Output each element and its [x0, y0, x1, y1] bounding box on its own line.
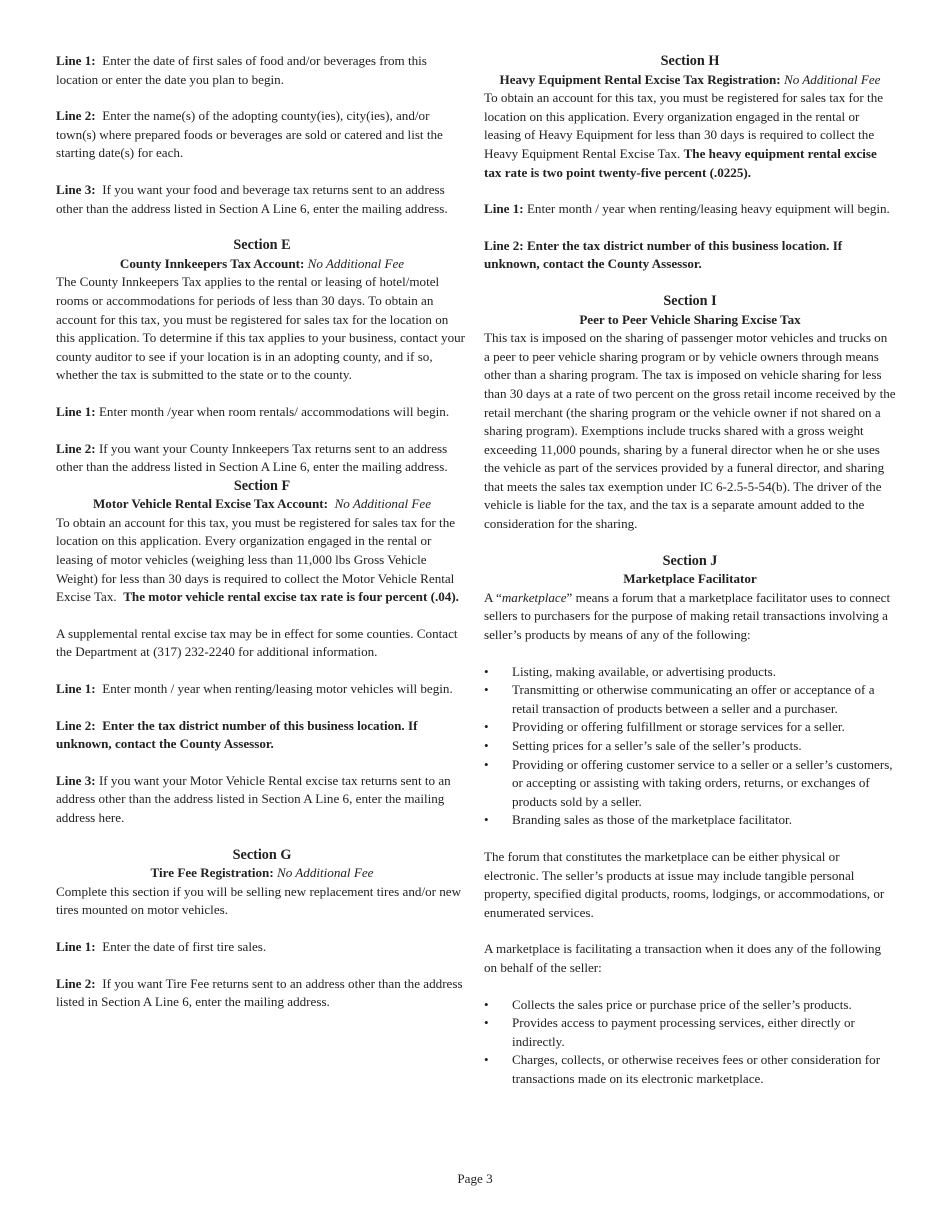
section-f-line-1: Line 1: Enter month / year when renting/leasing motor vehicles will begin. — [56, 681, 453, 697]
list-item: • Collects the sales price or purchase price of the seller’s products. — [484, 996, 896, 1015]
section-g-body: Complete this section if you will be selling new replacement tires and/or new tires mounted on motor vehicles. — [56, 883, 462, 918]
section-i-body: This tax is imposed on the sharing of passenger motor vehicles and trucks on a peer to peer vehicle sharing program or by vehicle owners through means other than a sharing program. The tax is imposed on vehicle sharing for less than 30 days at a rate of two percent on the gross retail income received by the retail merchant (the sharing program or the vehicle owner if not shared on a sharing program). Exemptions include trucks shared with a gross weight exceeding 11,000 pounds, sharing by a funeral director when he or she uses the vehicle as part of the services provided by a funeral director, and sharing that meets the sales tax exemption under IC 6-2.5-5-54(b). The driver of the vehicle is liable for the tax, and the tax is a separate amount added to the consideration for the sharing. — [484, 330, 896, 532]
section-j-intro: A “marketplace” means a forum that a marketplace facilitator uses to connect sellers to purchasers for the purpose of making retail transactions involving a seller’s products by means of any of the following: — [484, 589, 891, 643]
list-item: • Branding sales as those of the marketplace facilitator. — [484, 811, 896, 830]
section-h-line-1: Line 1: Enter month / year when renting/leasing heavy equipment will begin. — [484, 201, 890, 217]
facilitating-activities-list — [484, 996, 896, 1089]
section-j-forum: The forum that constitutes the marketplace can be either physical or electronic. The seller’s products at issue may include tangible personal property, specified digital products, rooms, lodgings, or accommodations, or enumerated services. — [484, 848, 885, 920]
section-j-facilitating: A marketplace is facilitating a transaction when it does any of the following on behalf of the seller: — [484, 941, 882, 975]
section-j-heading: Section J — [662, 552, 718, 569]
section-f-line-2: Line 2: Enter the tax district number of this business location. If unknown, contact the County Assessor. — [56, 717, 418, 752]
list-item: • Providing or offering fulfillment or storage services for a seller. — [484, 718, 896, 737]
section-e-line-2: Line 2: If you want your County Innkeepers Tax returns sent to an address other than the address listed in Section A Line 6, enter the mailing address. — [56, 440, 448, 475]
marketplace-activities-list — [484, 663, 896, 830]
section-f-heading: Section F — [233, 477, 291, 494]
section-e-subtitle: County Innkeepers Tax Account: No Additional Fee — [119, 255, 405, 271]
right-column — [484, 52, 896, 1089]
section-h-heading: Section H — [660, 53, 720, 69]
list-item: • Charges, collects, or otherwise receives fees or other consideration for transactions made on its electronic marketplace. — [484, 1051, 896, 1088]
section-i-subtitle: Peer to Peer Vehicle Sharing Excise Tax — [579, 311, 801, 327]
section-e-heading: Section E — [233, 237, 291, 254]
section-h-line-2: Line 2: Enter the tax district number of this business location. If unknown, contact the County Assessor. — [484, 237, 843, 272]
section-d-line-3: Line 3: If you want your food and beverage tax returns sent to an address other than the address listed in Section A Line 6, enter the mailing address. — [56, 181, 448, 216]
section-f-supplemental: A supplemental rental excise tax may be in effect for some counties. Contact the Department at (317) 232-2240 for additional information. — [56, 625, 458, 660]
section-g-subtitle: Tire Fee Registration: No Additional Fee — [150, 865, 374, 881]
section-d-line-2: Line 2: Enter the name(s) of the adopting county(ies), city(ies), and/or town(s) where prepared foods or beverages are sold or catered and list the starting date(s) for each. — [56, 108, 443, 161]
section-h-body: To obtain an account for this tax, you must be registered for sales tax for the location on this application. Every organization engaged in the rental or leasing of Heavy Equipment for less than 30 days is required to collect the Heavy Equipment Rental Excise Tax. The heavy equipment rental excise tax rate is two point twenty-five percent (.0225). — [484, 90, 884, 180]
section-g-line-1: Line 1: Enter the date of first tire sales. — [56, 938, 267, 954]
section-g-heading: Section G — [232, 846, 292, 863]
section-d-line-1: Line 1: Enter the date of first sales of food and/or beverages from this location or enter the date you plan to begin. — [56, 53, 427, 87]
section-h-subtitle: Heavy Equipment Rental Excise Tax Registration: No Additional Fee — [499, 71, 881, 87]
section-i-heading: Section I — [663, 292, 717, 309]
section-f-line-3: Line 3: If you want your Motor Vehicle Rental excise tax returns sent to an address other than the address listed in Section A Line 6, enter the mailing address here. — [56, 772, 451, 825]
section-f-body: To obtain an account for this tax, you must be registered for sales tax for the location on this application. Every organization engaged in the rental or leasing of motor vehicles (weighing less than 11,000 lbs Gross Vehicle Weight) for less than 30 days is required to collect the Motor Vehicle Rental Excise Tax. The motor vehicle rental excise tax rate is four percent (.04). — [56, 514, 459, 605]
list-item: • Provides access to payment processing services, either directly or indirectly. — [484, 1014, 896, 1051]
section-e-body: The County Innkeepers Tax applies to the rental or leasing of hotel/motel rooms or accommodations for periods of less than 30 days. To obtain an account for this tax, you must be registered for sales tax for the location on this application. To determine if this tax applies to your business, contact your county auditor to see if your location is in an adopting county, and if so, whether the tax is submitted to the state or to the county. — [56, 274, 466, 383]
section-f-subtitle: Motor Vehicle Rental Excise Tax Account: No Additional Fee — [92, 496, 432, 512]
section-g-line-2: Line 2: If you want Tire Fee returns sent to an address other than the address listed in Section A Line 6, enter the mailing address. — [56, 975, 463, 1010]
list-item: • Transmitting or otherwise communicating an offer or acceptance of a retail transaction of products between a seller and a purchaser. — [484, 681, 896, 718]
section-j-subtitle: Marketplace Facilitator — [623, 571, 757, 587]
list-item: • Setting prices for a seller’s sale of the seller’s products. — [484, 737, 896, 756]
list-item: • Listing, making available, or advertising products. — [484, 663, 896, 682]
left-column — [56, 52, 468, 1012]
section-e-line-1: Line 1: Enter month /year when room rentals/ accommodations will begin. — [56, 403, 450, 419]
list-item: • Providing or offering customer service to a seller or a seller’s customers, or accepting or assisting with taking orders, returns, or exchanges of products sold by a seller. — [484, 756, 896, 812]
page-number: Page 3 — [457, 1171, 493, 1186]
